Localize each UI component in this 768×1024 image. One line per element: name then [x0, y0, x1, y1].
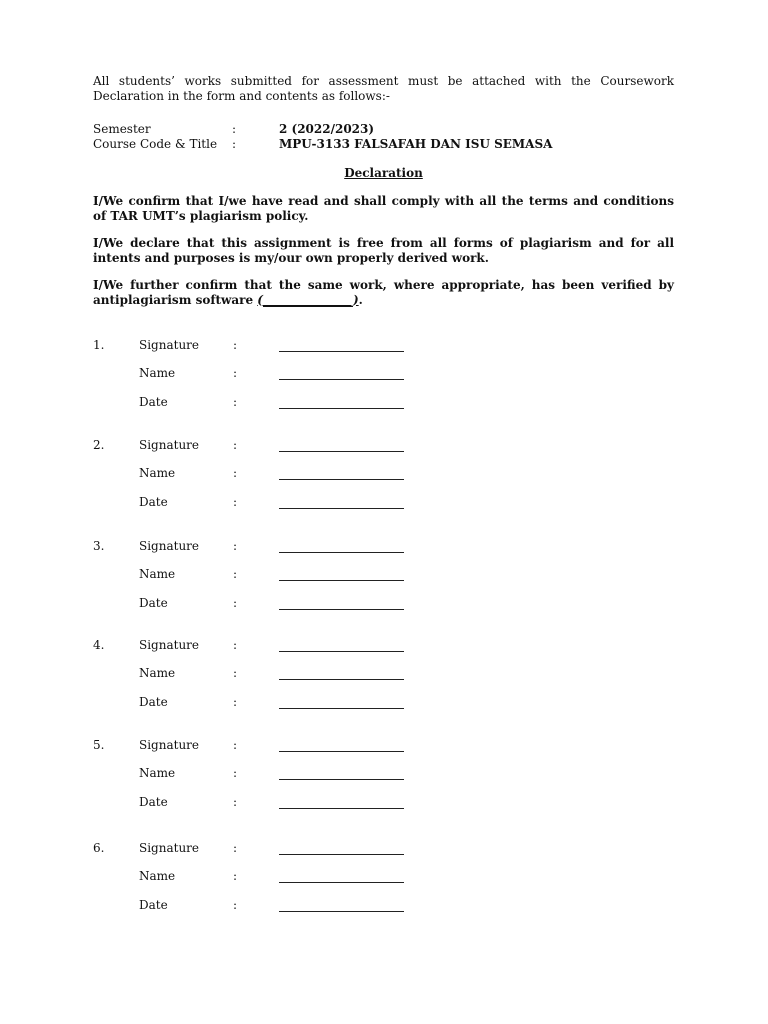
signatory-number: 5. [93, 738, 105, 752]
colon: : [233, 738, 238, 752]
date-line[interactable] [279, 795, 404, 809]
signature-row [93, 738, 404, 753]
signatory-number [93, 695, 139, 710]
name-line[interactable] [279, 567, 404, 581]
signature-label: Signature [139, 638, 200, 652]
signatory-block [93, 539, 674, 638]
name-line[interactable] [279, 766, 404, 780]
date-label: Date [139, 395, 168, 409]
paragraph-end: . [358, 292, 363, 307]
name-row [93, 869, 404, 884]
colon: : [232, 137, 237, 151]
colon: : [233, 766, 238, 780]
course-info [93, 122, 674, 152]
signatory-block [93, 738, 674, 841]
colon: : [233, 438, 238, 452]
name-line[interactable] [279, 869, 404, 883]
date-line[interactable] [279, 495, 404, 509]
date-label: Date [139, 695, 168, 709]
signatory-number [93, 869, 139, 884]
colon: : [233, 466, 238, 480]
signatory-number [93, 898, 139, 913]
intro-text: All students’ works submitted for assessment must be attached with the Coursework Declaration in the form and contents as follows:- [93, 74, 674, 103]
colon: : [233, 495, 238, 509]
name-line[interactable] [279, 666, 404, 680]
signatory-number [93, 466, 139, 481]
signature-line[interactable] [279, 638, 404, 652]
name-row [93, 666, 404, 681]
date-label: Date [139, 898, 168, 912]
signature-blocks [93, 338, 674, 941]
signature-line[interactable] [279, 738, 404, 752]
colon: : [233, 567, 238, 581]
colon: : [233, 898, 238, 912]
colon: : [233, 596, 238, 610]
signature-row [93, 841, 404, 856]
course-row [93, 137, 674, 152]
name-row [93, 766, 404, 781]
date-row [93, 898, 404, 913]
name-label: Name [139, 567, 176, 581]
signatory-number: 1. [93, 338, 105, 352]
name-label: Name [139, 366, 176, 380]
semester-value: 2 (2022/2023) [279, 122, 375, 136]
signature-line[interactable] [279, 539, 404, 553]
semester-row [93, 122, 674, 137]
date-label: Date [139, 795, 168, 809]
colon: : [233, 695, 238, 709]
name-label: Name [139, 869, 176, 883]
signature-row [93, 438, 404, 453]
signature-label: Signature [139, 438, 200, 452]
declaration-paragraph-3-text: I/We further confirm that the same work, where appropriate, has been verified by antiplagiarism software [93, 278, 674, 307]
signature-label: Signature [139, 338, 200, 352]
colon: : [232, 122, 237, 136]
name-label: Name [139, 666, 176, 680]
declaration-page [93, 74, 674, 941]
date-label: Date [139, 596, 168, 610]
colon: : [233, 869, 238, 883]
signatory-number [93, 666, 139, 681]
name-row [93, 366, 404, 381]
signature-label: Signature [139, 841, 200, 855]
signatory-number: 6. [93, 841, 105, 855]
date-line[interactable] [279, 898, 404, 912]
signature-row [93, 338, 404, 353]
colon: : [233, 395, 238, 409]
colon: : [233, 795, 238, 809]
signature-line[interactable] [279, 841, 404, 855]
signatory-number: 2. [93, 438, 105, 452]
name-line[interactable] [279, 466, 404, 480]
colon: : [233, 841, 238, 855]
date-line[interactable] [279, 395, 404, 409]
name-line[interactable] [279, 366, 404, 380]
signatory-block [93, 841, 674, 941]
colon: : [233, 539, 238, 553]
signature-row [93, 638, 404, 653]
signature-row [93, 539, 404, 554]
signatory-number: 4. [93, 638, 105, 652]
signatory-number: 3. [93, 539, 105, 553]
name-row [93, 567, 404, 582]
name-label: Name [139, 466, 176, 480]
signatory-block [93, 438, 674, 539]
software-blank: (_______________) [257, 292, 359, 307]
colon: : [233, 666, 238, 680]
course-label: Course Code & Title [93, 137, 218, 151]
date-row [93, 795, 404, 810]
signatory-number [93, 766, 139, 781]
declaration-paragraph-1: I/We confirm that I/we have read and shall comply with all the terms and conditions of TAR UMT’s plagiarism policy. [93, 194, 674, 223]
signatory-number [93, 596, 139, 611]
course-value: MPU-3133 FALSAFAH DAN ISU SEMASA [279, 137, 553, 151]
signatory-block [93, 338, 674, 438]
declaration-paragraph-2: I/We declare that this assignment is free from all forms of plagiarism and for all intents and purposes is my/our own properly derived work. [93, 236, 674, 265]
signature-label: Signature [139, 539, 200, 553]
declaration-heading: Declaration [344, 166, 423, 180]
colon: : [233, 638, 238, 652]
date-line[interactable] [279, 695, 404, 709]
colon: : [233, 338, 238, 352]
colon: : [233, 366, 238, 380]
date-row [93, 596, 404, 611]
name-label: Name [139, 766, 176, 780]
date-label: Date [139, 495, 168, 509]
declaration-paragraph-3 [93, 278, 674, 307]
date-line[interactable] [279, 596, 404, 610]
date-row [93, 395, 404, 410]
semester-label: Semester [93, 122, 151, 136]
signatory-number [93, 366, 139, 381]
signatory-number [93, 395, 139, 410]
date-row [93, 695, 404, 710]
signatory-block [93, 638, 674, 738]
signature-label: Signature [139, 738, 200, 752]
name-row [93, 466, 404, 481]
signatory-number [93, 495, 139, 510]
signature-line[interactable] [279, 438, 404, 452]
signature-line[interactable] [279, 338, 404, 352]
date-row [93, 495, 404, 510]
signatory-number [93, 567, 139, 582]
signatory-number [93, 795, 139, 810]
